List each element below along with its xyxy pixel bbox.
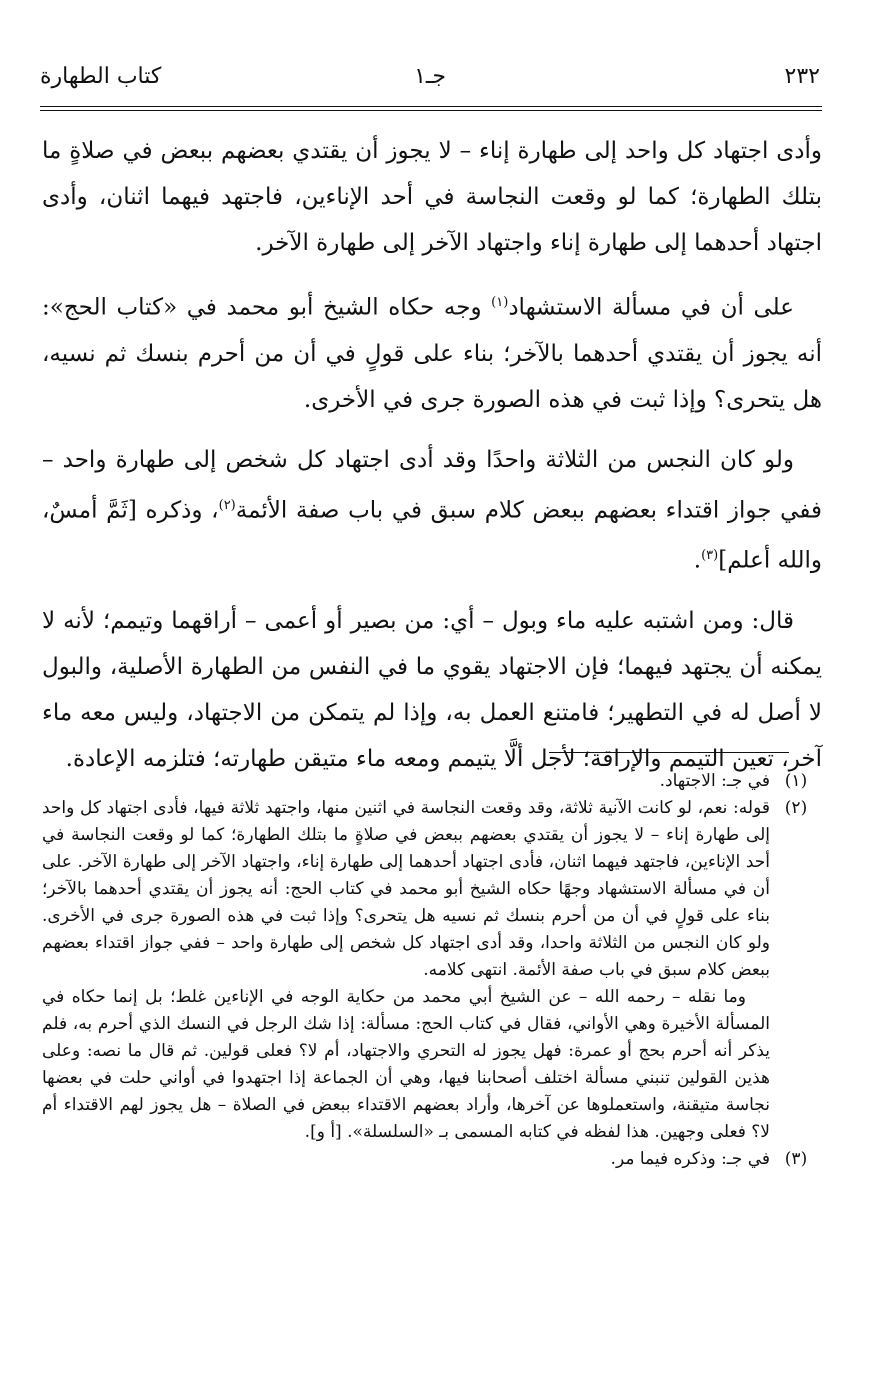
footnote [42, 795, 822, 1146]
footnote-text: وما نقله – رحمه الله – عن الشيخ أبي محمد من حكاية الوجه في الإناءين غلط؛ بل إنما حكاه في المسألة الأخيرة وهي الأواني، فقال في كتاب الحج: مسألة: إذا شك الرجل في النسك الذي أحرم به، فلم يذكر أنه أحرم بحج أو عمرة: فهل يجوز له التحري والاجتهاد، أم لا؟ فعلى قولين. ثم قال ما نصه: وعلى هذين القولين تنبني مسألة اختلف أصحابنا فيها، وهي أن الجماعة إذا اجتهدوا في أواني حلت في بعضها نجاسة متيقنة، واستعملوها عن آخرها، وأراد بعضهم الاقتداء ببعض في الصلاة – هل يجوز لهم الاقتداء أم لا؟ فعلى وجهين. هذا لفظه في كتابه المسمى بـ «السلسلة». [أ و]. [42, 987, 770, 1142]
footnotes [42, 768, 822, 1173]
footnote [42, 1146, 822, 1173]
paragraph-text: على أن في مسألة الاستشهاد [508, 294, 794, 321]
footnote [42, 768, 822, 795]
paragraph-text: ، وذكره [ثَمَّ أمسٌ، والله أعلم] [42, 497, 822, 574]
footnote-number: (٢) [784, 798, 808, 818]
footnote-text: في جـ: وذكره فيما مر. [610, 1149, 770, 1169]
header-rule-thin [40, 110, 822, 111]
footnote-text: قوله: نعم، لو كانت الآنية ثلاثة، وقد وقعت النجاسة في اثنين منها، واجتهد ثلاثة فيها، فأدى اجتهاد كل واحد إلى طهارة إناء – لا يجوز أن يقتدي بعضهم ببعض في صلاةٍ ما بتلك الطهارة؛ كما لو وقعت النجاسة في أحد الإناءين، فاجتهد فيهما اثنان، فأدى اجتهاد أحدهما إلى طهارة إناء، واجتهاد الآخر إلى طهارة الآخر. على أن في مسألة الاستشهاد وجهًا حكاه الشيخ أبو محمد في كتاب الحج: أنه يجوز أن يقتدي أحدهما بالآخر؛ بناء على قولٍ في أن من أحرم بنسك ثم نسيه هل يتحرى؟ وإذا ثبت في هذه الصورة جرى في الأخرى. ولو كان النجس من الثلاثة واحدا، وقد أدى اجتهاد كل شخص إلى طهارة واحد – ففي جواز اقتداء بعضهم ببعض كلام سبق في باب صفة الأئمة. انتهى كلامه. [42, 798, 770, 980]
running-header [40, 64, 820, 104]
paragraph-text: ولو كان النجس من الثلاثة واحدًا وقد أدى اجتهاد كل شخص إلى طهارة واحد – ففي جواز اقتداء بعضهم ببعض كلام سبق في باب صفة الأئمة [42, 446, 822, 524]
paragraph-text: وجه حكاه الشيخ أبو محمد في «كتاب الحج»: أنه يجوز أن يقتدي أحدهما بالآخر؛ بناء على قولٍ في أن من أحرم بنسك ثم نسيه، هل يتحرى؟ وإذا ثبت في هذه الصورة جرى في الأخرى. [42, 294, 822, 413]
paragraph: قال: ومن اشتبه عليه ماء وبول – أي: من بصير أو أعمى – أراقهما وتيمم؛ لأنه لا يمكنه أن يجتهد فيهما؛ فإن الاجتهاد يقوي ما في النفس من الطهارة الأصلية، والبول لا أصل له في التطهير؛ فامتنع العمل به، وإذا لم يتمكن من الاجتهاد، وليس معه ماء آخر، تعين التيمم والإراقة؛ لأجل ألَّا يتيمم ومعه ماء متيقن طهارته؛ فتلزمه الإعادة. [42, 607, 822, 772]
header-rule-thick [40, 106, 822, 107]
volume-label: جـ١ [414, 64, 446, 89]
paragraph [42, 437, 822, 584]
paragraph [42, 280, 822, 423]
footnote-ref: (١) [491, 295, 509, 310]
main-text [42, 128, 822, 796]
footnote-number: (٣) [784, 1149, 808, 1169]
footnote-ref: (٢) [218, 497, 236, 513]
footnote-number: (١) [784, 771, 808, 791]
page-number: ٢٣٢ [784, 64, 820, 89]
footnote-text: في جـ: الاجتهاد. [659, 771, 770, 791]
book-title: كتاب الطهارة [40, 64, 162, 89]
paragraph: وأدى اجتهاد كل واحد إلى طهارة إناء – لا يجوز أن يقتدي بعضهم ببعض في صلاةٍ ما بتلك الطهارة؛ كما لو وقعت النجاسة في أحد الإناءين، فاجتهد فيهما اثنان، وأدى اجتهاد أحدهما إلى طهارة إناء واجتهاد الآخر إلى طهارة الآخر. [42, 138, 822, 256]
paragraph-text: . [693, 547, 702, 574]
footnote-separator [549, 752, 789, 753]
footnote-ref: (٣) [701, 548, 719, 564]
